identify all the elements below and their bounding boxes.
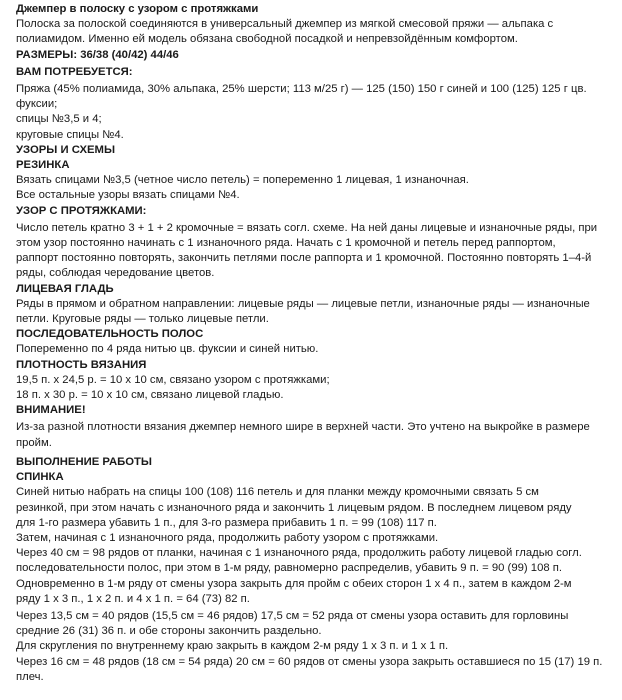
gauge-line: 18 п. х 30 р. = 10 х 10 см, связано лицевой гладью. bbox=[16, 389, 284, 402]
slip-pattern-line: этом узор постоянно начинать с 1 изнаночного ряда. Начать с 1 кромочной и петель перед раппортом, bbox=[16, 237, 556, 250]
back-line: средние 26 (31) 36 п. и обе стороны закончить раздельно. bbox=[16, 625, 322, 638]
back-line: Синей нитью набрать на спицы 100 (108) 116 петель и для планки между кромочными связать 5 см bbox=[16, 486, 539, 499]
slip-pattern-line: раппорт постоянно повторять, закончить петлями после раппорта и 1 кромочной. Постоянно повторять 1–4-й bbox=[16, 252, 592, 265]
work-heading: ВЫПОЛНЕНИЕ РАБОТЫ bbox=[16, 455, 152, 468]
document-title: Джемпер в полоску с узором с протяжками bbox=[16, 3, 259, 15]
back-line: Через 16 см = 48 рядов (18 см = 54 ряда) 20 см = 60 рядов от смены узора закрыть оставшиеся по 15 (17) 19 п. bbox=[16, 655, 603, 668]
materials-line: спицы №3,5 и 4; bbox=[16, 113, 102, 126]
sizes-line: РАЗМЕРЫ: 36/38 (40/42) 44/46 bbox=[16, 48, 179, 61]
back-line: Одновременно в 1-м ряду от смены узора закрыть для пройм с обеих сторон 1 х 4 п., затем в каждом 2-м bbox=[16, 577, 572, 590]
back-line: Затем, начиная с 1 изнаночного ряда, продолжить работу узором с протяжками. bbox=[16, 531, 439, 544]
rib-line: Вязать спицами №3,5 (четное число петель) = попеременно 1 лицевая, 1 изнаночная. bbox=[16, 174, 469, 187]
back-line: Через 40 см = 98 рядов от планки, начиная с 1 изнаночного ряда, продолжить работу лицевой гладью согл. bbox=[16, 547, 582, 560]
materials-heading: ВАМ ПОТРЕБУЕТСЯ: bbox=[16, 65, 133, 78]
materials-line: круговые спицы №4. bbox=[16, 128, 124, 141]
stockinette-line: Ряды в прямом и обратном направлении: лицевые ряды — лицевые петли, изнаночные ряды — изнаночные bbox=[16, 297, 590, 310]
materials-line: фуксии; bbox=[16, 98, 58, 111]
back-line: последовательности полос, при этом в 1-м ряду, равномерно распределив, убавить 9 п. = 90 (99) 108 п. bbox=[16, 562, 563, 575]
intro-line: Полоска за полоской соединяются в универсальный джемпер из мягкой смесовой пряжи — альпака с bbox=[16, 18, 554, 31]
back-line: Для скругления по внутреннему краю закрыть в каждом 2-м ряду 1 х 3 п. и 1 х 1 п. bbox=[16, 640, 449, 653]
patterns-heading: УЗОРЫ И СХЕМЫ bbox=[16, 143, 116, 156]
back-line: для 1-го размера убавить 1 п., для 3-го размера прибавить 1 п. = 99 (108) 117 п. bbox=[16, 516, 437, 529]
slip-pattern-heading: УЗОР С ПРОТЯЖКАМИ: bbox=[16, 204, 147, 217]
attention-line: пройм. bbox=[16, 436, 52, 449]
stripes-heading: ПОСЛЕДОВАТЕЛЬНОСТЬ ПОЛОС bbox=[16, 328, 204, 341]
stockinette-heading: ЛИЦЕВАЯ ГЛАДЬ bbox=[16, 282, 114, 295]
gauge-line: 19,5 п. х 24,5 р. = 10 х 10 см, связано узором с протяжками; bbox=[16, 373, 330, 386]
rib-heading: РЕЗИНКА bbox=[16, 159, 70, 172]
back-line: плеч. bbox=[16, 670, 44, 683]
attention-line: Из-за разной плотности вязания джемпер немного шире в верхней части. Это учтено на выкройке в размере bbox=[16, 421, 590, 434]
rib-line: Все остальные узоры вязать спицами №4. bbox=[16, 189, 240, 202]
back-line: резинкой, при этом начать с изнаночного ряда и закончить 1 лицевым рядом. В последнем лицевом ряду bbox=[16, 501, 572, 514]
gauge-heading: ПЛОТНОСТЬ ВЯЗАНИЯ bbox=[16, 358, 147, 371]
materials-line: Пряжа (45% полиамида, 30% альпака, 25% шерсти; 113 м/25 г) — 125 (150) 150 г синей и 100 (125) 125 г цв. bbox=[16, 83, 587, 96]
back-line: ряду 1 х 3 п., 1 х 2 п. и 4 х 1 п. = 64 (73) 82 п. bbox=[16, 592, 250, 605]
intro-line: полиамидом. Именно ей модель обязана свободной посадкой и непревзойдённым комфортом. bbox=[16, 33, 518, 46]
stripes-line: Попеременно по 4 ряда нитью цв. фуксии и синей нитью. bbox=[16, 343, 319, 356]
attention-heading: ВНИМАНИЕ! bbox=[16, 404, 86, 417]
back-heading: СПИНКА bbox=[16, 471, 64, 484]
back-line: Через 13,5 см = 40 рядов (15,5 см = 46 рядов) 17,5 см = 52 ряда от смены узора оставить для горловины bbox=[16, 609, 569, 622]
slip-pattern-line: ряды, соблюдая чередование цветов. bbox=[16, 267, 215, 280]
slip-pattern-line: Число петель кратно 3 + 1 + 2 кромочные = вязать согл. схеме. На ней даны лицевые и изнаночные ряды, при bbox=[16, 221, 598, 234]
stockinette-line: петли. Круговые ряды — только лицевые петли. bbox=[16, 313, 269, 326]
